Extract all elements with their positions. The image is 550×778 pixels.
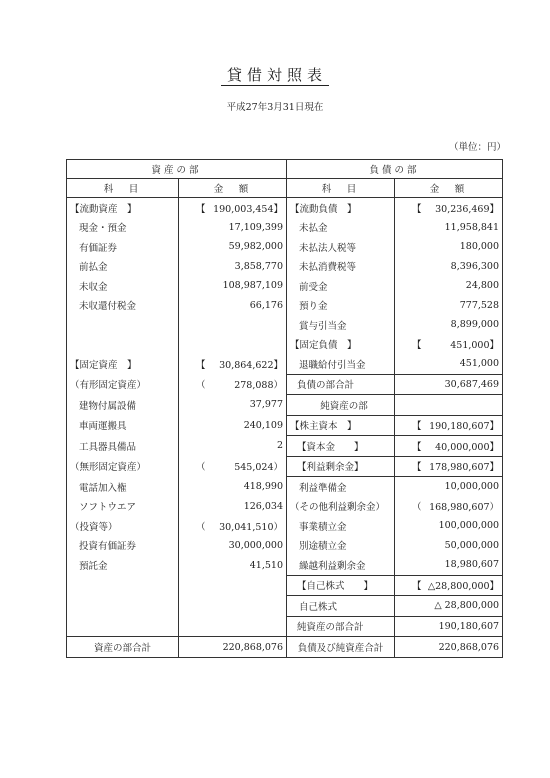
left-amount-value xyxy=(179,616,287,637)
table-row xyxy=(67,315,503,335)
left-amount-value xyxy=(179,536,287,556)
left-item-label: 未収金 xyxy=(67,276,179,296)
right-item-label: 自己株式 xyxy=(287,596,395,617)
left-item-label: 預託金 xyxy=(67,555,179,575)
left-amount-value xyxy=(179,395,287,416)
amount-text: 3,858,770 xyxy=(234,260,284,272)
amount-text: 126,034 xyxy=(243,500,284,512)
left-amount-value xyxy=(179,237,287,257)
amount-text: 180,000 xyxy=(459,241,500,253)
amount-text: 278,088） xyxy=(234,380,284,392)
left-item-label: ソフトウエア xyxy=(67,497,179,517)
table-row xyxy=(67,477,503,497)
left-item-label xyxy=(67,335,179,355)
table-row xyxy=(67,198,503,218)
bracket-mark: 【 xyxy=(412,421,422,433)
table-row xyxy=(67,575,503,596)
bracket-mark: 【 xyxy=(196,203,206,215)
left-item-label: 前払金 xyxy=(67,257,179,277)
amount-text: 777,528 xyxy=(459,299,500,311)
amount-text: 30,687,469 xyxy=(444,378,500,390)
right-amount-value xyxy=(395,516,503,536)
assets-total-value: 220,868,076 xyxy=(179,637,287,658)
right-item-label: 前受金 xyxy=(287,276,395,296)
table-row xyxy=(67,415,503,436)
amount-text: 59,982,000 xyxy=(228,241,284,253)
bracket-mark: 【 xyxy=(412,441,422,453)
right-item-label: 別途積立金 xyxy=(287,536,395,556)
amount-text: 8,396,300 xyxy=(450,260,500,272)
right-amount-value xyxy=(395,218,503,238)
table-row xyxy=(67,237,503,257)
table-row xyxy=(67,536,503,556)
bracket-mark: （ xyxy=(196,380,206,392)
amount-text: 2 xyxy=(276,440,284,452)
left-item-label: 工具器具備品 xyxy=(67,436,179,457)
amount-text: △28,800,000】 xyxy=(427,581,500,593)
document-title: 貸借対照表 xyxy=(0,64,550,85)
right-amount-value xyxy=(395,395,503,416)
totals-row xyxy=(67,637,503,658)
right-amount-value xyxy=(395,315,503,335)
left-item-label xyxy=(67,596,179,617)
left-amount-value xyxy=(179,276,287,296)
table-row xyxy=(67,555,503,575)
table-row xyxy=(67,596,503,617)
bracket-mark: 【 xyxy=(196,360,206,371)
right-item-label: 未払金 xyxy=(287,218,395,238)
right-amount-value xyxy=(395,335,503,355)
bracket-mark: 【 xyxy=(412,581,422,593)
left-amount-value xyxy=(179,516,287,536)
left-item-label: 未収還付税金 xyxy=(67,296,179,316)
left-amount-value xyxy=(179,497,287,517)
table-row xyxy=(67,354,503,374)
right-item-label: 事業積立金 xyxy=(287,516,395,536)
right-item-label: 純資産の部合計 xyxy=(287,616,395,637)
table-row xyxy=(67,335,503,355)
right-item-label: 未払消費税等 xyxy=(287,257,395,277)
liabilities-section-header: 負債の部 xyxy=(287,160,503,179)
left-amount-value xyxy=(179,296,287,316)
right-amount-value xyxy=(395,477,503,497)
right-item-label: 賞与引当金 xyxy=(287,315,395,335)
amount-text: 418,990 xyxy=(243,481,284,492)
left-amount-value xyxy=(179,456,287,477)
left-item-label xyxy=(67,616,179,637)
left-item-label: 現金・預金 xyxy=(67,218,179,238)
right-amount-value xyxy=(395,198,503,218)
amount-column-header: 金 額 xyxy=(395,179,503,198)
right-item-label: 【株主資本 】 xyxy=(287,415,395,436)
right-item-label: 【自己株式 】 xyxy=(287,575,395,596)
right-amount-value xyxy=(395,536,503,556)
table-row xyxy=(67,497,503,517)
right-amount-value xyxy=(395,415,503,436)
left-amount-value xyxy=(179,555,287,575)
amount-text: 190,180,607】 xyxy=(429,421,500,433)
right-amount-value xyxy=(395,575,503,596)
right-item-label: 繰越利益剰余金 xyxy=(287,555,395,575)
table-row xyxy=(67,374,503,395)
table-row xyxy=(67,516,503,536)
right-amount-value xyxy=(395,276,503,296)
left-amount-value xyxy=(179,415,287,436)
left-item-label: 【固定資産 】 xyxy=(67,354,179,374)
liabilities-net-assets-total-value: 220,868,076 xyxy=(395,637,503,658)
left-item-label: （有形固定資産） xyxy=(67,374,179,395)
assets-total-label: 資産の部合計 xyxy=(67,637,179,658)
amount-text: 41,510 xyxy=(249,559,284,571)
table-row xyxy=(67,296,503,316)
amount-text: 11,958,841 xyxy=(444,221,500,233)
left-amount-value xyxy=(179,436,287,457)
amount-text: 37,977 xyxy=(249,399,284,411)
amount-text: 168,980,607） xyxy=(429,502,500,514)
amount-text: 108,987,109 xyxy=(222,280,284,292)
table-row xyxy=(67,436,503,457)
left-amount-value xyxy=(179,575,287,596)
right-item-label: 退職給付引当金 xyxy=(287,354,395,374)
as-of-date: 平成27年3月31日現在 xyxy=(226,102,324,113)
right-amount-value xyxy=(395,555,503,575)
table-row xyxy=(67,456,503,477)
amount-text: 66,176 xyxy=(249,299,284,311)
amount-text: 30,041,510） xyxy=(219,521,284,533)
liabilities-net-assets-total-label: 負債及び純資産合計 xyxy=(287,637,395,658)
right-amount-value xyxy=(395,354,503,374)
left-item-label: 投資有価証券 xyxy=(67,536,179,556)
right-item-label: 利益準備金 xyxy=(287,477,395,497)
amount-text: △ 28,800,000 xyxy=(434,600,500,612)
bracket-mark: （ xyxy=(412,502,422,514)
right-amount-value xyxy=(395,596,503,617)
table-row xyxy=(67,257,503,277)
right-item-label: 未払法人税等 xyxy=(287,237,395,257)
right-amount-value xyxy=(395,456,503,477)
right-item-label: 負債の部合計 xyxy=(287,374,395,395)
left-item-label: 電話加入権 xyxy=(67,477,179,497)
amount-text: 17,109,399 xyxy=(228,221,284,233)
left-item-label xyxy=(67,315,179,335)
right-item-label: 【利益剰余金】 xyxy=(287,456,395,477)
right-item-label: 【資本金 】 xyxy=(287,436,395,457)
table-row xyxy=(67,218,503,238)
amount-text: 50,000,000 xyxy=(444,539,500,551)
right-amount-value xyxy=(395,237,503,257)
amount-text: 100,000,000 xyxy=(438,520,500,532)
left-item-label: （無形固定資産） xyxy=(67,456,179,477)
balance-sheet-table xyxy=(66,159,503,658)
left-amount-value xyxy=(179,354,287,374)
left-amount-value xyxy=(179,198,287,218)
amount-text: 18,980,607 xyxy=(444,559,500,571)
amount-text: 451,000 xyxy=(459,358,500,370)
bracket-mark: （ xyxy=(196,462,206,474)
amount-text: 451,000】 xyxy=(450,340,500,352)
amount-text: 8,899,000 xyxy=(450,319,500,331)
left-item-label: 建物付属設備 xyxy=(67,395,179,416)
right-amount-value xyxy=(395,374,503,395)
amount-column-header: 金 額 xyxy=(179,179,287,198)
right-item-label: （その他利益剰余金） xyxy=(287,497,395,517)
right-item-label: 預り金 xyxy=(287,296,395,316)
amount-text: 190,003,454】 xyxy=(213,203,284,215)
amount-text: 40,000,000】 xyxy=(435,441,500,453)
left-item-label xyxy=(67,575,179,596)
right-amount-value xyxy=(395,296,503,316)
bracket-mark: 【 xyxy=(412,203,422,215)
left-amount-value xyxy=(179,257,287,277)
unit-label: （単位：円） xyxy=(448,142,506,153)
right-item-label: 【固定負債 】 xyxy=(287,335,395,355)
bracket-mark: 【 xyxy=(412,462,422,474)
right-amount-value xyxy=(395,257,503,277)
amount-text: 178,980,607】 xyxy=(429,462,500,474)
left-item-label: （投資等） xyxy=(67,516,179,536)
bracket-mark: （ xyxy=(196,521,206,533)
right-item-label: 【流動負債 】 xyxy=(287,198,395,218)
left-item-label: 【流動資産 】 xyxy=(67,198,179,218)
right-item-label: 純資産の部 xyxy=(287,395,395,416)
section-header-row xyxy=(67,160,503,179)
amount-text: 30,236,469】 xyxy=(435,203,500,215)
amount-text: 240,109 xyxy=(243,419,284,431)
left-amount-value xyxy=(179,596,287,617)
bracket-mark: 【 xyxy=(412,340,422,352)
left-amount-value xyxy=(179,315,287,335)
right-amount-value xyxy=(395,497,503,517)
amount-text: 190,180,607 xyxy=(438,620,500,632)
left-amount-value xyxy=(179,477,287,497)
column-header-row xyxy=(67,179,503,198)
left-item-label: 車両運搬具 xyxy=(67,415,179,436)
item-column-header: 科 目 xyxy=(287,179,395,198)
amount-text: 30,000,000 xyxy=(228,539,284,551)
left-amount-value xyxy=(179,335,287,355)
amount-text: 545,024） xyxy=(234,462,284,474)
table-row xyxy=(67,395,503,416)
table-row xyxy=(67,276,503,296)
left-amount-value xyxy=(179,374,287,395)
amount-text: 24,800 xyxy=(465,280,500,292)
amount-text: 30,864,622】 xyxy=(219,360,284,371)
right-amount-value xyxy=(395,616,503,637)
item-column-header: 科 目 xyxy=(67,179,179,198)
left-amount-value xyxy=(179,218,287,238)
assets-section-header: 資産の部 xyxy=(67,160,287,179)
left-item-label: 有価証券 xyxy=(67,237,179,257)
table-row xyxy=(67,616,503,637)
right-amount-value xyxy=(395,436,503,457)
amount-text: 10,000,000 xyxy=(444,481,500,493)
